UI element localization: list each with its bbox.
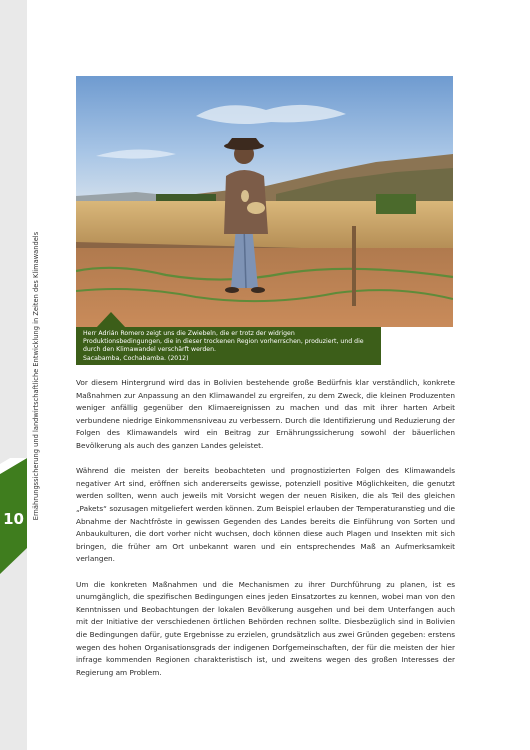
body-text: [76, 377, 455, 679]
left-margin-strip: [0, 0, 27, 750]
caption-line: Herr Adrián Romero zeigt uns die Zwiebeln, die er trotz der widrigen: [83, 330, 295, 337]
photo-farmer-with-onions: [76, 76, 453, 327]
running-head-text: Ernährungssicherung und landwirtschaftliche Entwicklung in Zeiten des Klimawandels: [32, 231, 40, 521]
photo-caption: [76, 327, 381, 365]
body-paragraph: Um die konkreten Maßnahmen und die Mechanismen zu ihrer Durchführung zu planen, ist es unumgänglich, die spezifischen Bedingungen eines jeden Einsatzortes zu kennen, wobei man von den Kenntnissen und Beobachtungen der lokalen Bevölkerung ausgehen und bei dem Unterfangen auch mit der Initiative der verschiedenen örtlichen Behörden rechnen sollte. Diesbezüglich sind in Bolivien die Bedingungen dafür, gute Ergebnisse zu erzielen, grundsätzlich aus zwei Gründen gegeben: erstens wegen des hohen Organisationsgrads der indigenen Dorfgemeinschaften, der für die meisten der hier infrage kommenden Regionen charakteristisch ist, und zweitens wegen des großen Interesses der Regierung am Problem.: [76, 579, 455, 677]
page-number: 10: [3, 510, 24, 528]
caption-line: Produktionsbedingungen, die in dieser trockenen Region vorherrschen, produziert, und die: [83, 338, 364, 346]
caption-notch: [96, 312, 126, 328]
caption-location: Sacabamba, Cochabamba. (2012): [83, 354, 189, 362]
body-paragraph: Während die meisten der bereits beobachteten und prognostizierten Folgen des Klimawandels negativer Art sind, eröffnen sich andererseits gewisse, potenziell positive Möglichkeiten, die genutzt werden sollten, wenn auch jeweils mit Vorsicht wegen der neuen Risiken, die als Teil des gleichen „Pakets“ sozusagen mitgeliefert werden können. Zum Beispiel erlauben der Temperaturanstieg und die Abnahme der Nachtfröste in gewissen Gegenden des Landes bereits die Einführung von Sorten und Anbaukulturen, die dort vorher nicht wuchsen, doch können diese auch Plagen und Insekten mit sich bringen, die früher am Ort unbekannt waren und ein entsprechendes Maß an Aufmerksamkeit verlangen.: [76, 466, 455, 564]
body-paragraph: Vor diesem Hintergrund wird das in Bolivien bestehende große Bedürfnis klar verständlich, konkrete Maßnahmen zur Anpassung an den Klimawandel zu ergreifen, zu dem Zweck, die kleinen Produzenten weniger anfällig gegenüber den Klimaereignissen zu machen und das mit ihrer harten Arbeit verbundene niedrige Einkommensniveau zu verbessern. Durch die Identifizierung und Reduzierung der Folgen des Klimawandels wird ein Beitrag zur Ernährungssicherung sowohl der bäuerlichen Bevölkerung als auch des ganzen Landes geleistet.: [76, 378, 455, 450]
caption-line: durch den Klimawandel verschärft werden.: [83, 346, 216, 354]
